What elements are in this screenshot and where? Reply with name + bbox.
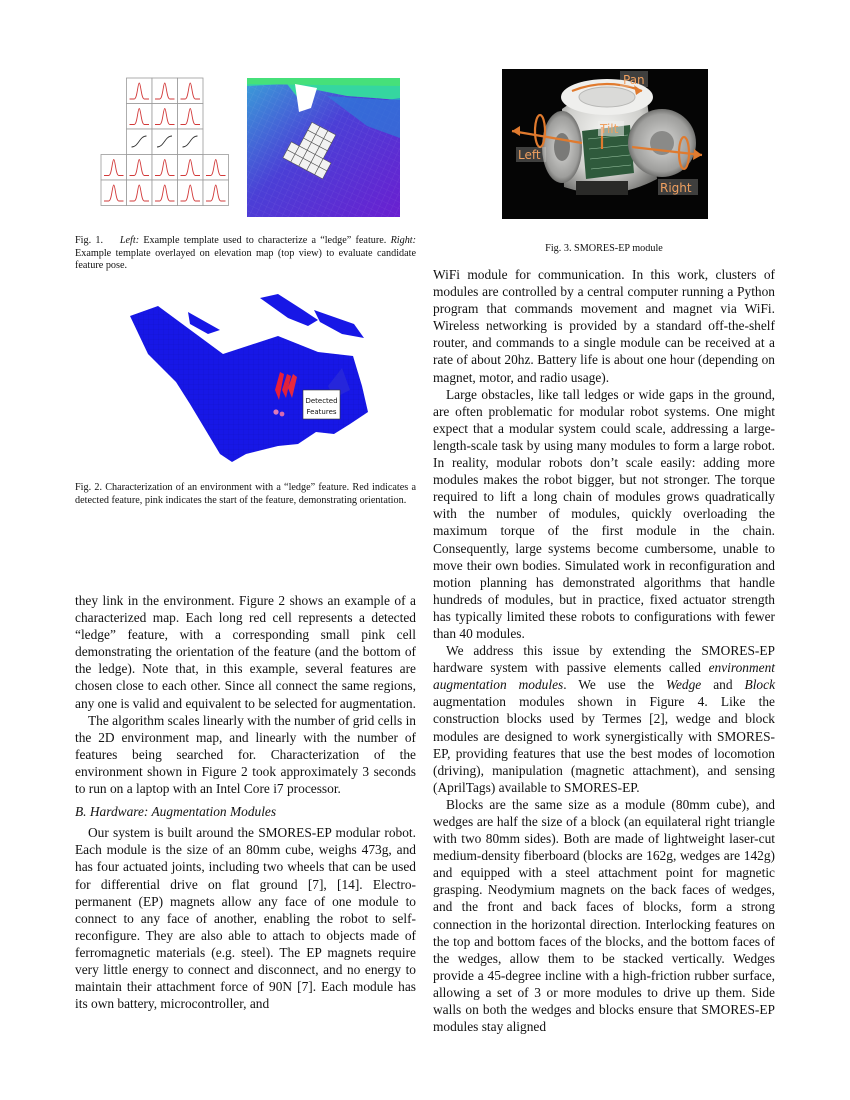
- fig1-left-text: Example template used to characterize a “ledge” feature.: [143, 235, 387, 246]
- template-grid-graphic: [100, 77, 230, 209]
- left-para-3: Our system is built around the SMORES-EP modular robot. Each module is the size of an 80mm cube, weighs 473g, and has four actuated joints, including two wheels that can be used for differential drive on flat ground [7], [14]. Electro-permanent (EP) magnets allow any face of one module to connect to any face of another, enabling the robot to self-reconfigure. They are also able to attach to objects made of ferromagnetic materials (e.g. steel). The EP magnets require very little energy to connect and disconnect, and no energy to maintain their attachment force of 90N [7]. Each module has its own battery, microcontroller, and: [75, 825, 416, 1012]
- fig1-left-tag: Left:: [119, 235, 140, 246]
- right-para-2: Large obstacles, like tall ledges or wide gaps in the ground, are often problematic for modular robot systems. One might expect that a modular system could scale, addressing a large-length-scale task by using many modules to form a large robot. In reality, modular robots don’t scale easily: adding more modules makes the robot bigger, but not stronger. The torque required to lift a long chain of modules grows quadratically with the number of modules, quickly overloading the maximum torque of the first module in the chain. Consequently, large systems become cumbersome, unable to move their own bodies. Simulated work in reconfiguration and motion planning has demonstrated algorithms that handle hundreds of modules, but in practice, fixed actuator strength has typically limited these robots to configurations with fewer than 40 modules.: [433, 386, 775, 641]
- p3-emphasis-wedge: Wedge: [666, 677, 702, 693]
- fig1-right-tag: Right:: [390, 235, 417, 246]
- right-para-3: [433, 642, 775, 796]
- p3-text-b: . We use the: [563, 677, 667, 693]
- p3-text-c: and: [701, 677, 745, 693]
- right-column-text: [433, 266, 775, 1035]
- right-para-4: Blocks are the same size as a module (80mm cube), and wedges are half the size of a block (an equilateral right triangle with two 80mm sides). Both are made of lightweight laser-cut medium-density fiberboard (blocks are 162g, wedges are 142g) and equipped with a steel attachment point for magnetic grasping. Neodymium magnets on the back faces of wedges, and the front and back faces of blocks, form a strong connection in the horizontal direction. Interlocking features on the top and bottom faces of the blocks, and the bottom faces of the wedges, allow them to be stacked vertically. Wedges provide a 45-degree incline with a high-friction rubber surface, allowing a set of 3 or more modules to drive up them. Side walls on both the wedges and blocks ensure that SMORES-EP modules stay aligned: [433, 796, 775, 1035]
- fig2-caption: Fig. 2. Characterization of an environment with a “ledge” feature. Red indicates a detected feature, pink indicates the start of the feature, demonstrating orientation.: [75, 482, 416, 506]
- right-para-1: WiFi module for communication. In this work, clusters of modules are controlled by a central computer running a Python program that commands movement and magnet via WiFi. Wireless networking is provided by a standard off-the-shelf router, and commands to a single module can be received at a rate of about 20hz. Battery life is about one hour (depending on magnet, motor, and radio usage).: [433, 267, 775, 385]
- fig3-label-tilt: Tilt: [600, 122, 619, 136]
- p3-emphasis-augmentation: environment augmentation modules: [433, 660, 775, 693]
- fig3-label-left: Left: [518, 148, 541, 162]
- section-heading-hardware: B. Hardware: Augmentation Modules: [75, 804, 277, 820]
- p3-text-d: augmentation modules shown in Figure 4. Like the construction blocks used by Termes [2], wedge and block modules are designed to work synergistically with SMORES-EP, providing features that use the best modes of locomotion (driving), manipulation (magnetic attachment), and sensing (AprilTags) available to SMORES-EP.: [433, 694, 775, 795]
- fig1-right-text: Example template overlayed on elevation map (top view) to evaluate candidate feature pose.: [75, 247, 416, 271]
- left-para-2: The algorithm scales linearly with the number of grid cells in the 2D environment map, and linearly with the number of features being searched for. Characterization of the environment shown in Figure 2 took approximately 3 seconds to run on a laptop with an Intel Core i7 processor.: [75, 712, 416, 797]
- fig3-module-photo: [502, 69, 708, 219]
- fig3-label-pan: Pan: [623, 73, 645, 87]
- left-column-text: [75, 592, 416, 1012]
- fig1-caption: [75, 235, 416, 273]
- fig3-label-right: Right: [660, 181, 692, 195]
- fig1-elevation-map: [247, 78, 400, 217]
- fig3-caption: Fig. 3. SMORES-EP module: [545, 243, 663, 254]
- fig1-label: Fig. 1.: [75, 235, 103, 246]
- left-para-1: they link in the environment. Figure 2 shows an example of a characterized map. Each long red cell represents a detected “ledge” feature, with a corresponding small pink cell demonstrating the orientation of the feature (and the bottom of the ledge). Note that, in this example, several features are chosen close to each other. Since all connect the same regions, any one is valid and equivalent to be selected for augmentation.: [75, 593, 416, 711]
- detected-label-line2: Features: [306, 408, 337, 416]
- fig2-environment-map: [128, 294, 374, 462]
- fig1-template-grid: [100, 77, 230, 209]
- detected-label-line1: Detected: [305, 397, 338, 405]
- p3-text-a: We address this issue by extending the SMORES-EP hardware system with passive elements called: [433, 643, 775, 676]
- p3-emphasis-block: Block: [744, 677, 776, 693]
